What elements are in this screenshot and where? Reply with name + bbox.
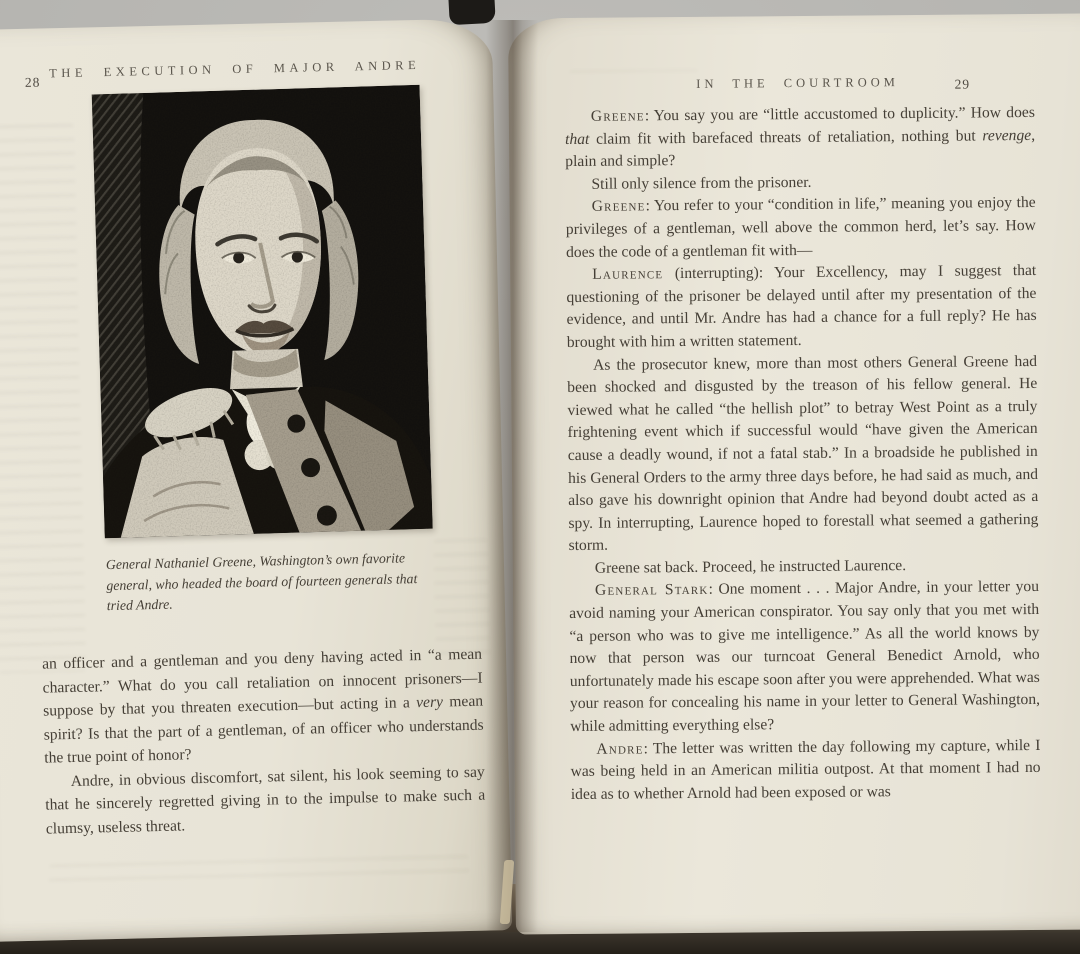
paragraph: Greene: You say you are “little accustomed to duplicity.” How does that claim fit with barefaced threats of retaliation, nothing but revenge, plain and simple? bbox=[564, 103, 1036, 171]
paragraph: an officer and a gentleman and you deny having acted in “a mean character.” What do you call retaliation on innocent prisoners—I suppose by that you threaten execution—but acting in a very mean spirit? Is that the part of a gentleman, of an officer who understands the true point of honor? bbox=[41, 645, 484, 767]
paragraph: Laurence (interrupting): Your Excellency, may I suggest that questioning of the prisoner be delayed until after my presentation of the evidence, and until Mr. Andre has had a chance for a full reply? He has brought with him a written statement. bbox=[566, 262, 1037, 351]
left-page-body bbox=[42, 643, 486, 841]
paragraph: Greene: You refer to your “condition in life,” meaning you enjoy the privileges of a gentleman, well above the common herd, let’s say. How does the code of a gentleman fit with— bbox=[565, 194, 1036, 261]
running-header: IN THE COURTROOM bbox=[696, 75, 899, 91]
paragraph: General Stark: One moment . . . Major Andre, in your letter you avoid naming your American conspirator. You say only that you met with “a person who was to give me intelligence.” As all the world knows by now that person was our turncoat General Benedict Arnold, who unfortunately made his escape soon after you were apprehended. What was your reason for concealing his name in your letter to General Washington, while admitting everything else? bbox=[569, 578, 1041, 736]
greene-portrait-image bbox=[92, 85, 433, 539]
portrait-caption: General Nathaniel Greene, Washington’s own favorite general, who headed the board of fourteen generals that tried Andre. bbox=[105, 550, 418, 614]
showthrough-text bbox=[0, 124, 86, 674]
paragraph: Greene sat back. Proceed, he instructed Laurence. bbox=[594, 556, 907, 577]
book-spine-top bbox=[448, 0, 496, 25]
paragraph: Andre: The letter was written the day following my capture, while I was being held in an American militia outpost. At that moment I had no idea as to whether Arnold had been exposed or was bbox=[570, 736, 1041, 803]
showthrough-text bbox=[49, 855, 469, 891]
paragraph: Still only silence from the prisoner. bbox=[591, 173, 812, 193]
running-header: THE EXECUTION OF MAJOR ANDRE bbox=[49, 57, 421, 81]
right-page-body bbox=[565, 102, 1041, 806]
paragraph: As the prosecutor knew, more than most others General Greene had been shocked and disgusted by the treason of his fellow general. He viewed what he called “the hellish plot” to betray West Point as a truly frightening event which if successful would “have given the American cause a deadly wound, if not a fatal stab.” In a broadside he published in his General Orders to the army three days before, he had said as much, and also gave his downright opinion that Andre had beyond doubt acted as a spy. In interrupting, Laurence hoped to forestall what seemed a gathering storm. bbox=[567, 352, 1039, 555]
paragraph: Andre, in obvious discomfort, sat silent, his look seeming to say that he sincerely regretted giving in to the impulse to make such a clumsy, useless threat. bbox=[45, 763, 486, 838]
page-number: 29 bbox=[954, 76, 971, 92]
portrait-illustration bbox=[92, 85, 433, 539]
page-number: 28 bbox=[24, 74, 41, 90]
right-page bbox=[508, 13, 1080, 934]
left-page bbox=[0, 18, 512, 941]
